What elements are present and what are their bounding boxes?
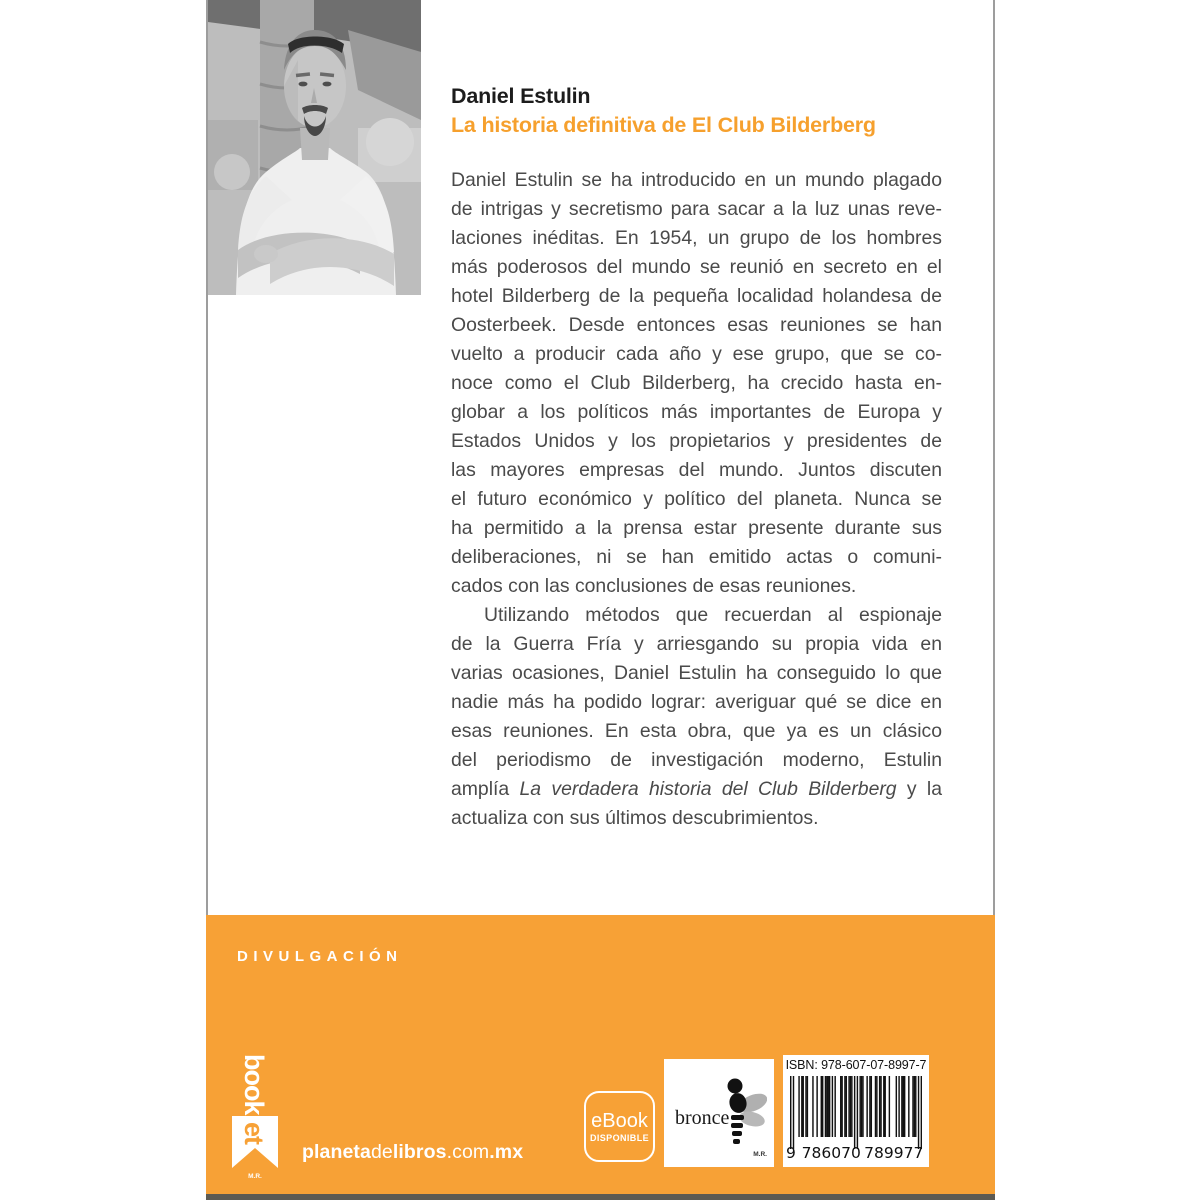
synopsis-line: actualiza con sus últimos descubrimientos.: [451, 807, 819, 829]
author-name: Daniel Estulin: [451, 84, 591, 108]
book-back-cover: [206, 0, 995, 1200]
bronce-trademark: M.R.: [753, 1151, 767, 1158]
synopsis-line: más poderosos del mundo se reunió en secreto en el: [451, 256, 942, 278]
category-label: DIVULGACIÓN: [237, 948, 403, 965]
synopsis-line: del periodismo de investigación moderno, Estulin: [451, 749, 942, 771]
synopsis-line: de la Guerra Fría y arriesgando su propia vida en: [451, 633, 942, 655]
bronce-name: bronce: [675, 1107, 730, 1129]
synopsis-line: Estados Unidos y los propietarios y presidentes de: [451, 430, 942, 452]
synopsis-line: el futuro económico y político del planeta. Nunca se: [451, 488, 942, 510]
synopsis-line: globar a los políticos más importantes de Europa y: [451, 401, 942, 423]
svg-text:et: et: [239, 1122, 269, 1145]
synopsis-line: ha permitido a la prensa estar presente durante sus: [451, 517, 942, 539]
synopsis: [451, 166, 942, 833]
synopsis-line: amplía La verdadera historia del Club Bilderberg y la: [451, 778, 942, 800]
synopsis-line: cados con las conclusiones de esas reuniones.: [451, 575, 857, 597]
barcode-digits: 9 786070 789977: [786, 1144, 924, 1162]
synopsis-line: esas reuniones. En esta obra, que ya es un clásico: [451, 720, 942, 742]
booket-trademark: M.R.: [248, 1173, 262, 1180]
synopsis-line: nadie más ha podido lograr: averiguar qué se dice en: [451, 691, 942, 713]
synopsis-line: Daniel Estulin se ha introducido en un mundo plagado: [451, 169, 942, 191]
synopsis-line: Oosterbeek. Desde entonces esas reuniones se han: [451, 314, 942, 336]
booket-logo: [227, 1050, 283, 1182]
website-link: planetadelibros.com.mx: [302, 1141, 524, 1163]
author-photo: [208, 0, 421, 295]
ebook-badge: [584, 1091, 655, 1162]
bee-icon: [725, 1077, 767, 1151]
book-title: La historia definitiva de El Club Bilderberg: [451, 113, 876, 137]
synopsis-line: Utilizando métodos que recuerdan al espionaje: [484, 604, 942, 626]
barcode-bars: [790, 1076, 922, 1150]
synopsis-line: varias ocasiones, Daniel Estulin ha conseguido lo que: [451, 662, 942, 684]
synopsis-line: de intrigas y secretismo para sacar a la luz unas reve-: [451, 198, 942, 220]
bottom-band: [206, 915, 995, 1200]
cover-bottom-edge: [206, 1194, 995, 1200]
ebook-badge-title: eBook: [591, 1109, 648, 1132]
synopsis-line: deliberaciones, ni se han emitido actas o comuni-: [451, 546, 942, 568]
synopsis-line: las mayores empresas del mundo. Juntos discuten: [451, 459, 942, 481]
synopsis-line: hotel Bilderberg de la pequeña localidad holandesa de: [451, 285, 942, 307]
svg-text:book: book: [239, 1054, 269, 1115]
synopsis-line: laciones inéditas. En 1954, un grupo de los hombres: [451, 227, 942, 249]
isbn-barcode: [783, 1055, 929, 1167]
synopsis-line: noce como el Club Bilderberg, ha crecido hasta en-: [451, 372, 942, 394]
bronce-logo: [664, 1059, 774, 1167]
isbn-label: ISBN: 978-607-07-8997-7: [785, 1058, 927, 1072]
ebook-badge-subtitle: DISPONIBLE: [589, 1132, 649, 1143]
synopsis-line: vuelto a producir cada año y ese grupo, que se co-: [451, 343, 942, 365]
